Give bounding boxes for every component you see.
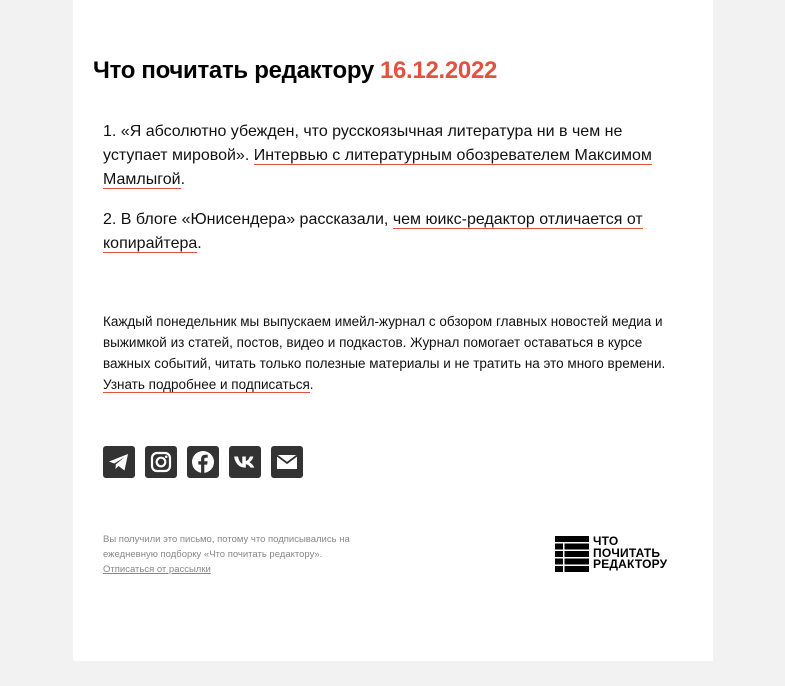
facebook-icon[interactable] [187, 446, 219, 478]
subscribe-link[interactable]: Узнать подробнее и подписаться [103, 377, 310, 392]
list-item [103, 208, 688, 256]
item-end: . [197, 235, 202, 252]
item-text: «Я абсолютно убежден, что русскоязычная литература ни в чем не уступает мировой». [103, 123, 623, 164]
email-icon[interactable] [271, 446, 303, 478]
list-item [103, 120, 688, 192]
article-list [103, 120, 688, 272]
article-link[interactable]: Интервью с литературным обозревателем Максимом Мамлыгой [103, 147, 652, 188]
item-text: В блоге «Юнисендера» рассказали, [116, 211, 393, 228]
about-end: . [309, 377, 314, 392]
item-number: 1. [103, 123, 117, 140]
logo-mark-icon [555, 536, 589, 572]
item-end: . [180, 171, 186, 188]
logo-line: РЕДАКТОРУ [593, 557, 668, 571]
footer-text: Вы получили это письмо, потому что подписывались на ежедневную подборку «Что почитать редактору». [103, 534, 350, 560]
brand-logo[interactable] [555, 536, 685, 572]
page-title [93, 57, 497, 85]
unsubscribe-link[interactable]: Отписаться от рассылки [103, 564, 211, 575]
about-body: Каждый понедельник мы выпускаем имейл-журнал с обзором главных новостей медиа и выжимкой из статей, постов, видео и подкастов. Журнал помогает оставаться в курсе важных событий, читать только полезные материалы и не тратить на это много времени. [103, 314, 666, 371]
logo-line: ЧТО [593, 534, 619, 548]
article-link[interactable]: чем юикс-редактор отличается от копирайтера [103, 211, 643, 252]
title-date: 16.12.2022 [379, 57, 498, 84]
email-card [73, 0, 713, 661]
telegram-icon[interactable] [103, 446, 135, 478]
about-text [103, 311, 688, 395]
instagram-icon[interactable] [145, 446, 177, 478]
social-links [103, 446, 313, 478]
footer-note [103, 532, 403, 577]
item-number: 2. [103, 211, 117, 228]
logo-wordmark [593, 536, 667, 571]
logo-line: ПОЧИТАТЬ [593, 545, 661, 560]
vk-icon[interactable] [229, 446, 261, 478]
title-text: Что почитать редактору [93, 57, 374, 84]
